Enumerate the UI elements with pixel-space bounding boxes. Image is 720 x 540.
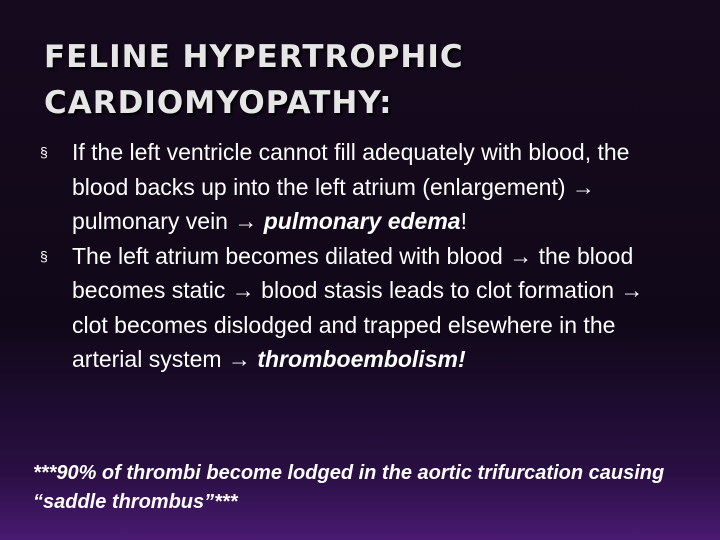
slide-title-line-1: FELINE HYPERTROPHIC bbox=[44, 39, 464, 75]
bullet-emphasis: pulmonary edema bbox=[263, 208, 461, 234]
slide-title bbox=[44, 34, 684, 126]
footnote: ***90% of thrombi become lodged in the aortic trifurcation causing “saddle thrombus”*** bbox=[33, 462, 665, 513]
square-bullet-icon: § bbox=[40, 144, 48, 160]
bullet-emphasis: thromboembolism! bbox=[257, 346, 466, 372]
bullet-suffix: ! bbox=[460, 208, 467, 234]
bullet-text bbox=[72, 243, 643, 373]
bullet-body: The left atrium becomes dilated with blood → the blood becomes static → blood stasis leads to clot formation → clot becomes dislodged and trapped elsewhere in the arterial system → bbox=[72, 242, 644, 372]
bullet-list bbox=[40, 135, 680, 377]
slide-title-line-2: CARDIOMYOPATHY: bbox=[44, 85, 393, 121]
bullet-text bbox=[72, 139, 629, 234]
bullet-item-pulmonary-edema bbox=[40, 135, 680, 239]
bullet-body: If the left ventricle cannot fill adequately with blood, the blood backs up into the left atrium (enlargement) → pulmonary vein → bbox=[72, 139, 630, 234]
square-bullet-icon: § bbox=[40, 247, 48, 264]
bullet-item-thromboembolism bbox=[40, 239, 680, 377]
